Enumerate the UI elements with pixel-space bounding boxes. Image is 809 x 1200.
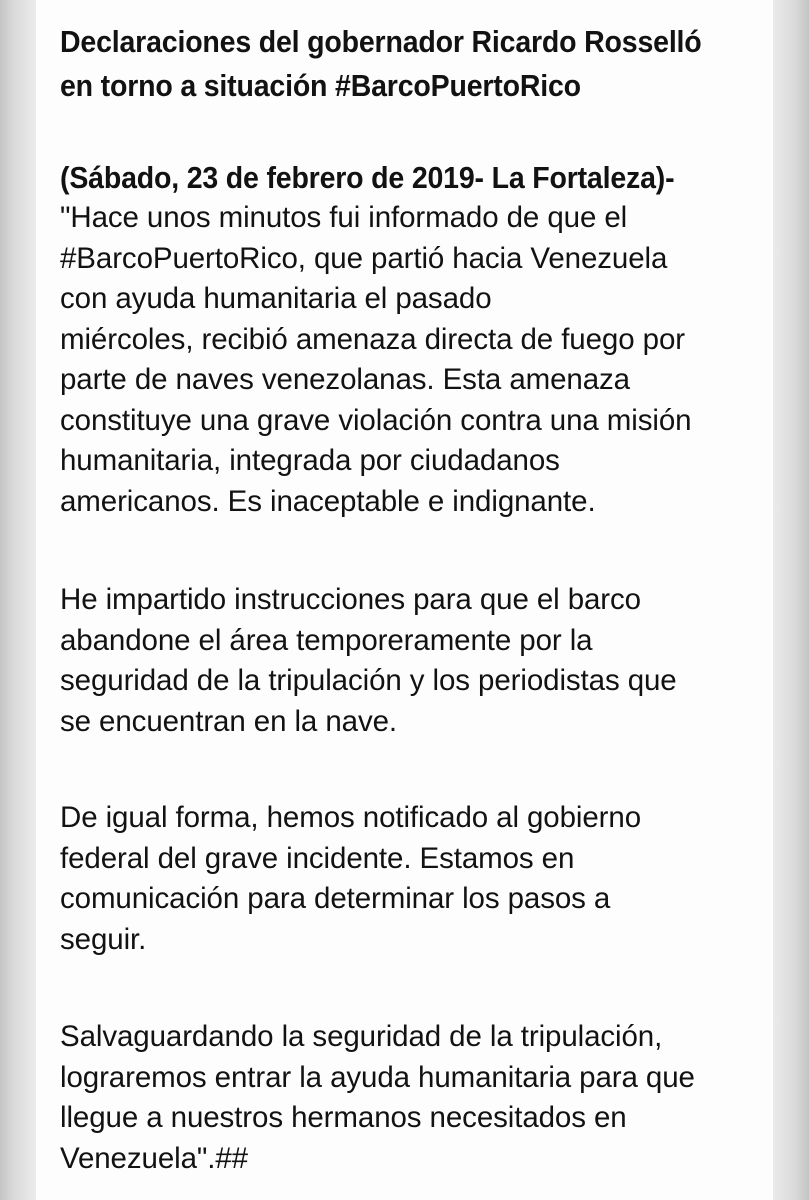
press-statement-document — [36, 0, 773, 1200]
paragraph-line: se encuentran en la nave. — [60, 704, 397, 738]
paragraph-line: con ayuda humanitaria el pasado — [60, 282, 492, 315]
paragraph-line: americanos. Es inaceptable e indignante. — [60, 484, 596, 518]
paragraph-line: humanitaria, integrada por ciudadanos — [60, 444, 560, 477]
left-screen-edge — [0, 0, 40, 1200]
paragraph-line: lograremos entrar la ayuda humanitaria para que — [60, 1060, 695, 1094]
paragraph-line: llegue a nuestros hermanos necesitados en — [60, 1101, 627, 1134]
paragraph-line: He impartido instrucciones para que el barco — [60, 583, 641, 616]
title-line: en torno a situación #BarcoPuertoRico — [60, 68, 581, 103]
paragraph-line: De igual forma, hemos notificado al gobierno — [60, 801, 642, 834]
paragraph-line: "Hace unos minutos fui informado de que el — [60, 201, 628, 234]
paragraph-4 — [60, 1017, 760, 1179]
paragraph-line: miércoles, recibió amenaza directa de fuego por — [60, 322, 685, 356]
paragraph-line: seguridad de la tripulación y los periodistas que — [60, 664, 677, 697]
paragraph-line: abandone el área temporeramente por la — [60, 623, 593, 657]
paragraph-line: federal del grave incidente. Estamos en — [60, 841, 575, 875]
document-title — [60, 20, 750, 108]
title-line: Declaraciones del gobernador Ricardo Rosselló — [60, 24, 702, 59]
paragraph-line: Salvaguardando la seguridad de la tripulación, — [60, 1020, 663, 1053]
paragraph-line: parte de naves venezolanas. Esta amenaza — [60, 363, 630, 396]
paragraph-1 — [60, 198, 760, 522]
paragraph-3 — [60, 798, 760, 960]
paragraph-2 — [60, 580, 760, 742]
paragraph-line: seguir. — [60, 922, 147, 956]
right-screen-edge — [769, 0, 809, 1200]
dateline: (Sábado, 23 de febrero de 2019- La Fortaleza)- — [60, 160, 675, 195]
paragraph-line: Venezuela".## — [60, 1141, 248, 1175]
paragraph-line: constituye una grave violación contra una misión — [60, 403, 692, 437]
paragraph-line: comunicación para determinar los pasos a — [60, 882, 611, 915]
paragraph-line: #BarcoPuertoRico, que partió hacia Venezuela — [60, 241, 668, 275]
